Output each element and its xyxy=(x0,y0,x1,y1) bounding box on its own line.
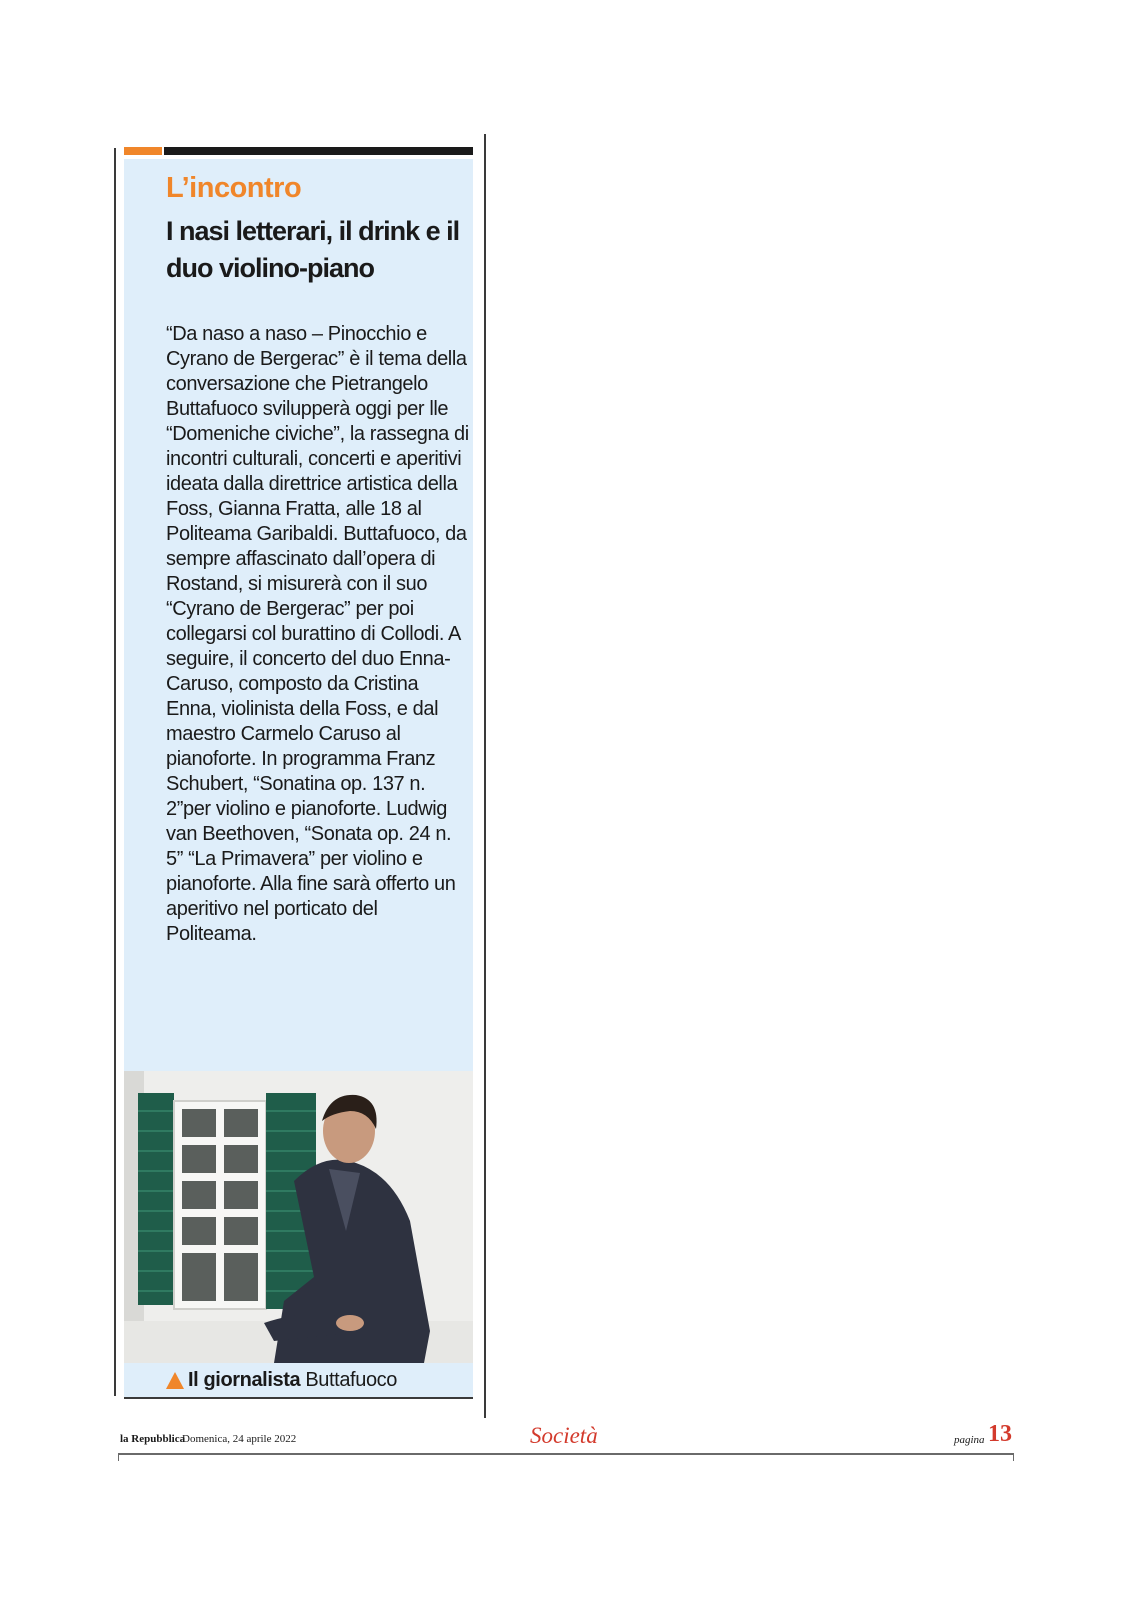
column-rule-right xyxy=(484,134,486,1418)
footer-tick-right xyxy=(1013,1453,1014,1461)
caption-bold: Il giornalista xyxy=(188,1369,301,1391)
footer-date: Domenica, 24 aprile 2022 xyxy=(182,1433,297,1445)
footer-tick-left xyxy=(118,1453,119,1461)
column-rule-left xyxy=(114,148,116,1396)
article xyxy=(124,147,473,1399)
accent-bar-black xyxy=(164,147,473,155)
photo-caption xyxy=(124,1363,473,1399)
footer-section: Società xyxy=(530,1423,598,1448)
footer-rule xyxy=(118,1453,1014,1455)
page-footer xyxy=(118,1421,1014,1455)
caption-text xyxy=(188,1369,397,1392)
buttafuoco-photo xyxy=(124,1071,473,1363)
photo-illustration xyxy=(124,1071,473,1363)
footer-page-label: pagina xyxy=(954,1434,985,1446)
caption-rest: Buttafuoco xyxy=(300,1369,397,1391)
article-box xyxy=(124,159,473,1071)
article-kicker: L’incontro xyxy=(166,172,302,204)
footer-page-number: 13 xyxy=(988,1421,1012,1447)
article-headline: I nasi letterari, il drink e il duo violino-piano xyxy=(166,216,460,283)
footer-masthead: la Repubblica xyxy=(120,1433,186,1445)
caption-triangle-icon xyxy=(166,1372,184,1389)
accent-bar-orange xyxy=(124,147,162,155)
article-body: “Da naso a naso – Pinocchio e Cyrano de Bergerac” è il tema della conversazione che Pietrangelo Buttafuoco svilupperà oggi per lle “Domeniche civiche”, la rassegna di incontri culturali, concerti e aperitivi ideata dalla direttrice artistica della Foss, Gianna Fratta, alle 18 al Politeama Garibaldi. Buttafuoco, da sempre affascinato dall’opera di Rostand, si misurerà con il suo “Cyrano de Bergerac” per poi collegarsi col burattino di Collodi. A seguire, il concerto del duo Enna-Caruso, composto da Cristina Enna, violinista della Foss, e dal maestro Carmelo Caruso al pianoforte. In programma Franz Schubert, “Sonatina op. 137 n. 2”per violino e pianoforte. Ludwig van Beethoven, “Sonata op. 24 n. 5” “La Primavera” per violino e pianoforte. Alla fine sarà offerto un aperitivo nel porticato del Politeama. xyxy=(166,323,469,945)
